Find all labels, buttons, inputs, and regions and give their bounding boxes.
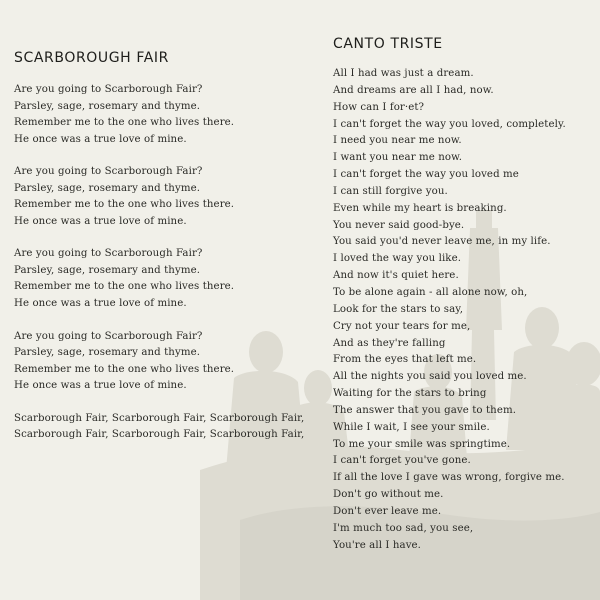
lyric-line: To me your smile was springtime.	[333, 438, 511, 450]
lyric-line: Remember me to the one who lives there.	[14, 363, 235, 375]
lyric-line: I need you near me now.	[333, 135, 462, 147]
lyric-line: I can't forget the way you loved, completely.	[333, 118, 566, 130]
lyric-line: If all the love I gave was wrong, forgive me.	[333, 472, 565, 484]
lyric-line: Even while my heart is breaking.	[333, 202, 507, 214]
lyric-line: Parsley, sage, rosemary and thyme.	[14, 264, 201, 276]
lyric-line: Parsley, sage, rosemary and thyme.	[14, 182, 201, 194]
lyric-line: He once was a true love of mine.	[14, 215, 187, 227]
lyric-line: You're all I have.	[333, 539, 422, 551]
lyric-line: He once was a true love of mine.	[14, 380, 187, 392]
lyric-line: Parsley, sage, rosemary and thyme.	[14, 347, 201, 359]
lyric-line: You said you'd never leave me, in my life.	[333, 236, 551, 248]
lyric-line: And now it's quiet here.	[333, 270, 459, 282]
lyric-line: While I wait, I see your smile.	[333, 421, 490, 433]
lyric-line: To be alone again - all alone now, oh,	[333, 286, 528, 298]
stanza	[14, 82, 304, 148]
lyric-line: All I had was just a dream.	[333, 68, 474, 79]
lyric-line: Are you going to Scarborough Fair?	[14, 330, 203, 342]
lyric-line: Are you going to Scarborough Fair?	[14, 248, 203, 260]
song-title: CANTO TRISTE	[333, 36, 443, 52]
lyric-line: Look for the stars to say,	[333, 303, 464, 315]
lyric-line: I want you near me now.	[333, 152, 463, 164]
stanza	[14, 246, 304, 312]
refrain-stanza	[14, 411, 304, 444]
lyric-line: The answer that you gave to them.	[333, 404, 517, 416]
lyric-line: Waiting for the stars to bring	[333, 388, 487, 400]
lyric-line: I'm much too sad, you see,	[333, 522, 474, 534]
lyric-line: Don't go without me.	[333, 489, 444, 501]
lyric-line: How can I for·et?	[333, 101, 425, 113]
lyric-line: And dreams are all I had, now.	[333, 84, 494, 96]
lyric-line: Remember me to the one who lives there.	[14, 199, 235, 211]
lyric-line: He once was a true love of mine.	[14, 297, 187, 309]
lyric-line: Are you going to Scarborough Fair?	[14, 166, 203, 178]
stanza	[14, 164, 304, 230]
lyric-line: Don't ever leave me.	[333, 505, 442, 517]
lyric-line: I loved the way you like.	[333, 253, 462, 265]
stanza	[14, 329, 304, 395]
lyric-line: Remember me to the one who lives there.	[14, 281, 235, 293]
scarborough-fair-lyrics	[14, 82, 304, 444]
lyric-line: Scarborough Fair, Scarborough Fair, Scarborough Fair,	[14, 429, 305, 441]
lyric-line: I can't forget the way you loved me	[333, 169, 519, 181]
lyric-line: I can still forgive you.	[333, 185, 448, 197]
canto-triste-lyrics	[333, 66, 566, 554]
lyric-line: Scarborough Fair, Scarborough Fair, Scarborough Fair,	[14, 412, 305, 424]
lyric-line: Remember me to the one who lives there.	[14, 117, 235, 128]
lyric-line: You never said good-bye.	[333, 219, 465, 231]
lyric-line: All the nights you said you loved me.	[333, 371, 527, 383]
song-title: SCARBOROUGH FAIR	[14, 50, 169, 66]
lyric-line: From the eyes that left me.	[333, 354, 477, 366]
lyric-line: And as they're falling	[333, 337, 446, 349]
lyric-line: I can't forget you've gone.	[333, 455, 471, 467]
lyric-line: Parsley, sage, rosemary and thyme.	[14, 100, 201, 112]
lyric-line: Cry not your tears for me,	[333, 320, 471, 332]
lyric-line: Are you going to Scarborough Fair?	[14, 84, 203, 95]
lyric-line: He once was a true love of mine.	[14, 133, 187, 145]
